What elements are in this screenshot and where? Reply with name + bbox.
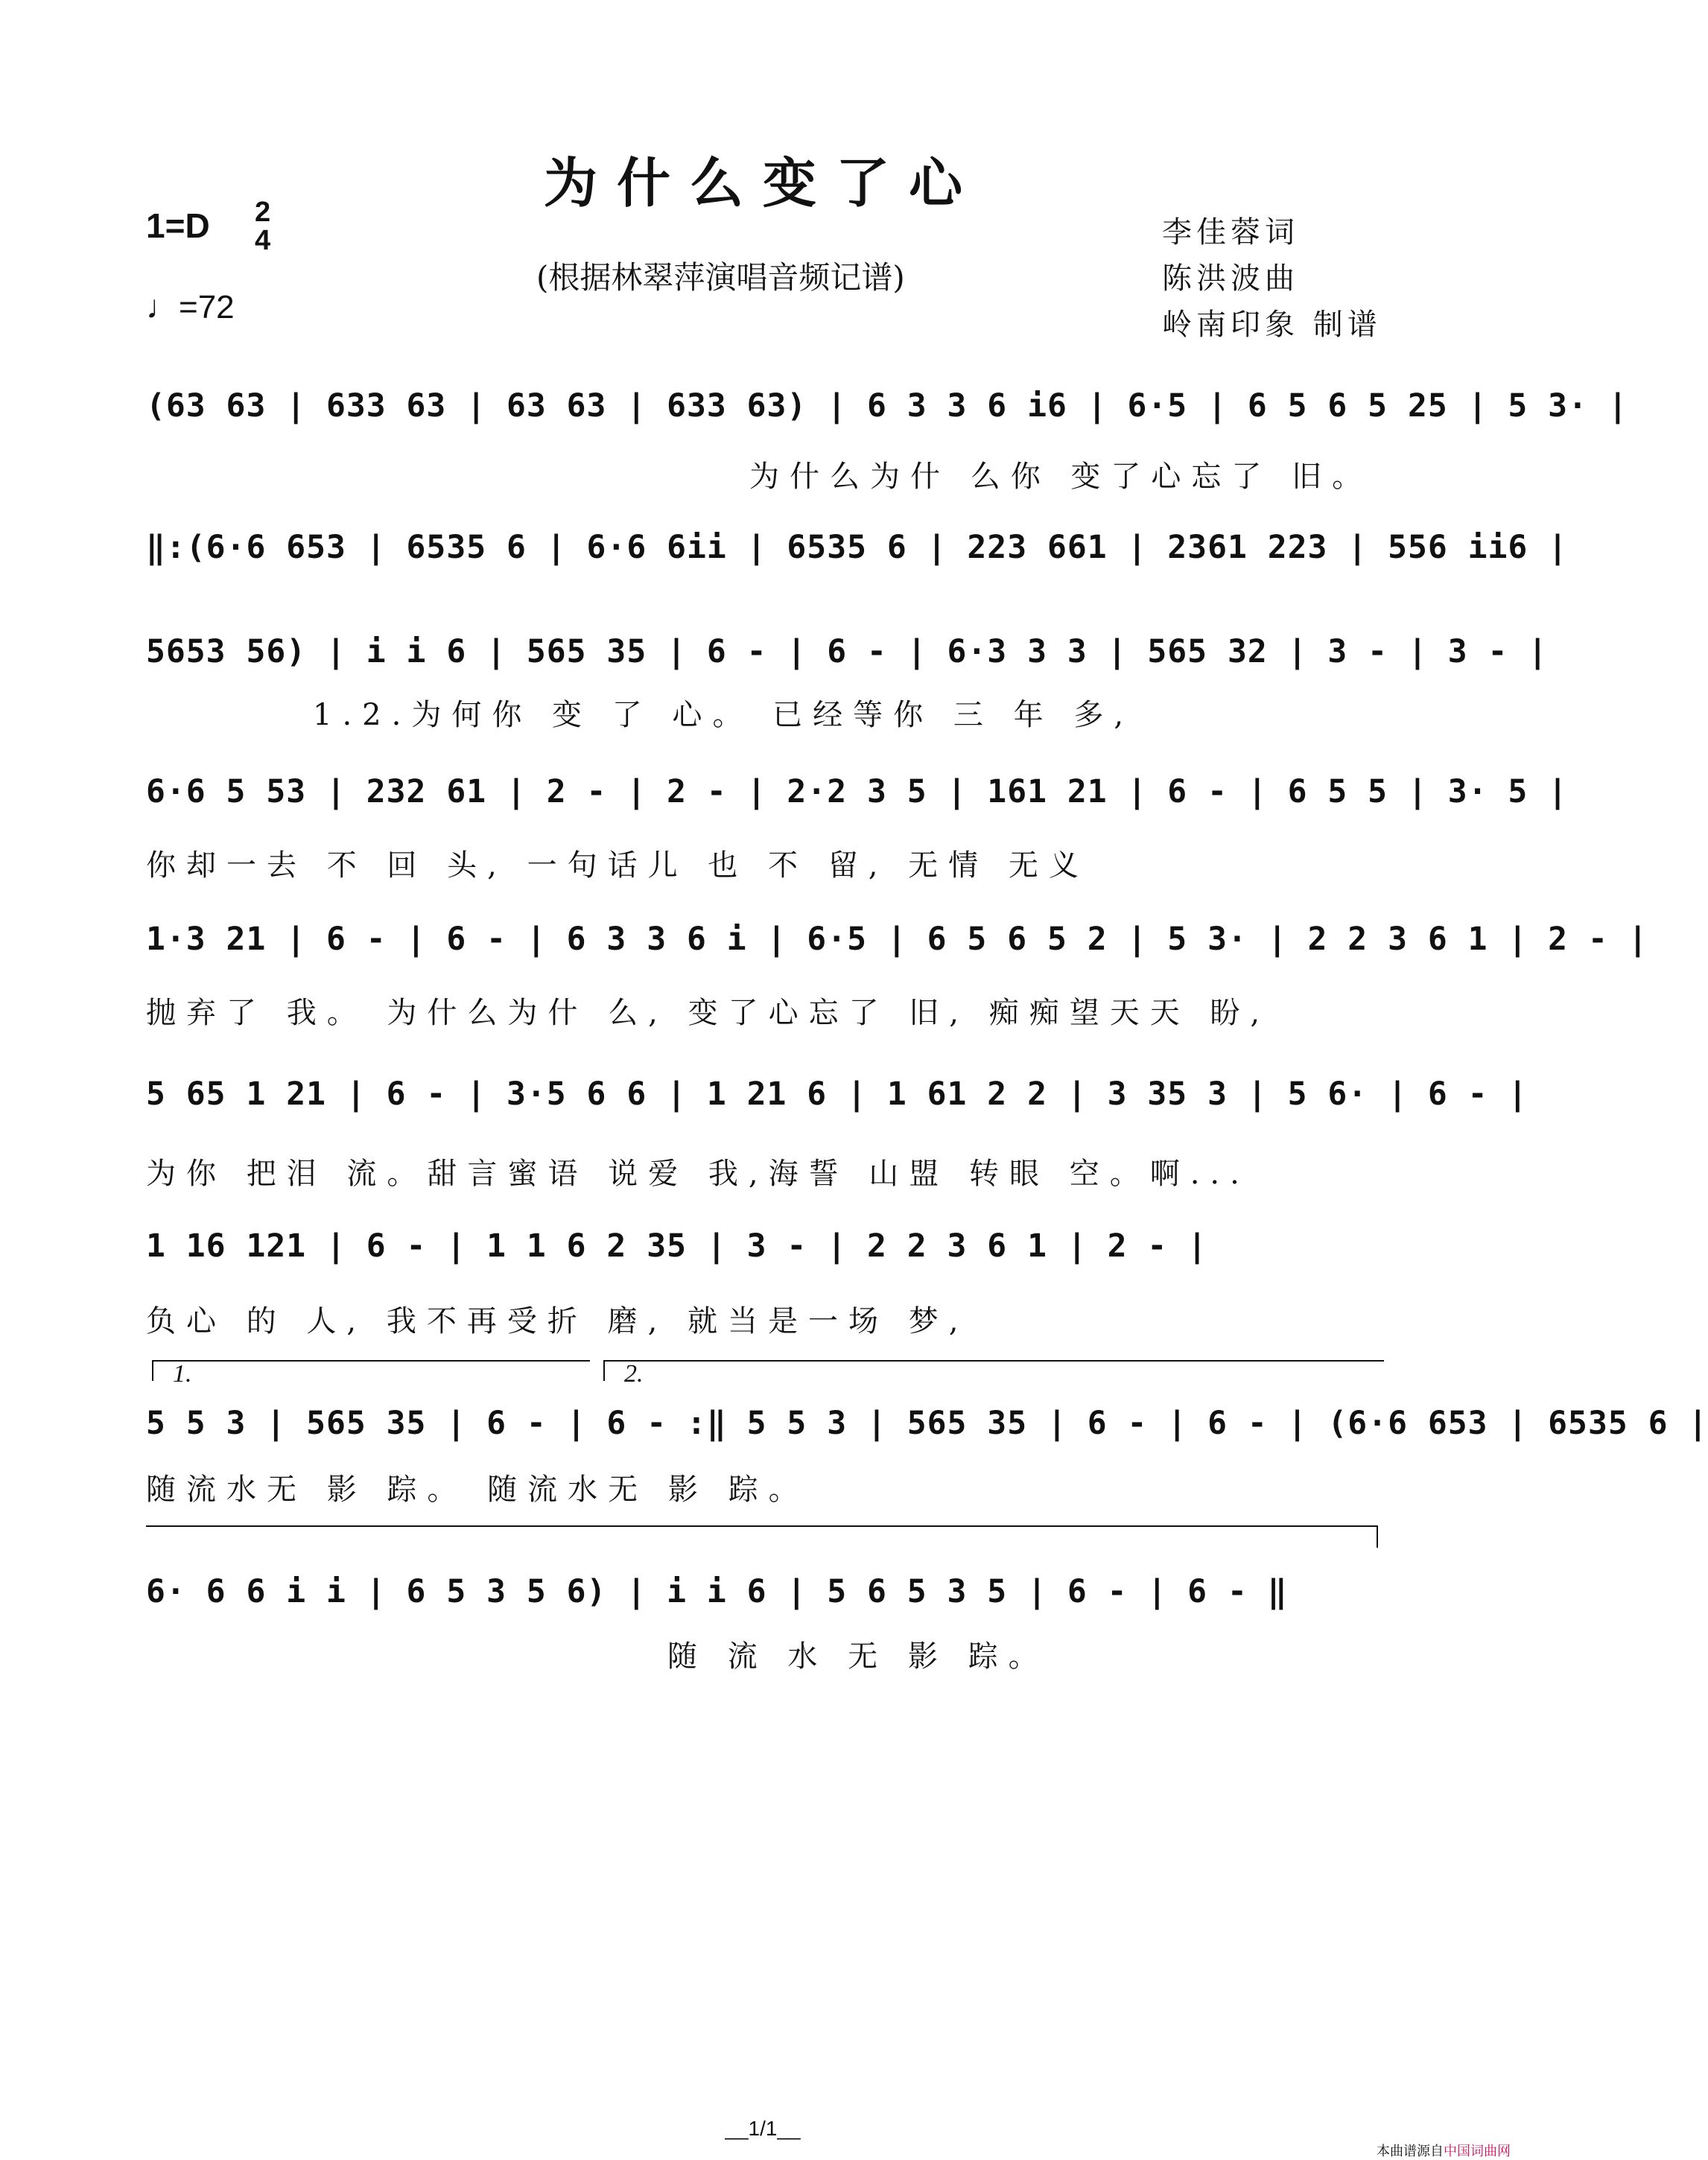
page-number: __1/1__ xyxy=(725,2117,801,2140)
second-ending-bracket-left xyxy=(603,1360,605,1381)
key-signature: 1=D xyxy=(146,206,210,245)
subtitle: (根据林翠萍演唱音频记谱) xyxy=(536,259,905,296)
first-ending-bracket-left xyxy=(152,1360,153,1381)
score-row-3-lyrics: 1.2.为何你 变 了 心。 已经等你 三 年 多, xyxy=(313,698,1134,732)
score-row-5-lyrics: 抛弃了 我。 为什么为什 么, 变了心忘了 旧, 痴痴望天天 盼, xyxy=(146,996,1271,1030)
second-ending-bracket xyxy=(603,1360,1384,1362)
continuation-bracket-right xyxy=(1377,1525,1378,1548)
score-row-9-lyrics: 随 流 水 无 影 踪。 xyxy=(667,1639,1049,1674)
composer-credit: 陈洪波曲 xyxy=(1162,261,1299,296)
tempo-marking: ♩=72 xyxy=(146,289,235,325)
score-row-8-notes: 5 5 3 | 565 35 | 6 - | 6 - :‖ 5 5 3 | 565 35 | 6 - | 6 - | (6·6 653 | 6535 6 | xyxy=(146,1405,1708,1442)
source-label: 本曲谱源自 xyxy=(1377,2144,1444,2159)
first-ending-label: 1. xyxy=(173,1360,192,1388)
lyricist-credit: 李佳蓉词 xyxy=(1162,215,1299,250)
time-signature-bottom: 4 xyxy=(255,225,271,256)
score-row-5-notes: 1·3 21 | 6 - | 6 - | 6 3 3 6 i | 6·5 | 6 5 6 5 2 | 5 3· | 2 2 3 6 1 | 2 - | xyxy=(146,921,1648,958)
time-signature xyxy=(255,198,270,255)
score-row-1-lyrics: 为什么为什 么你 变了心忘了 旧。 xyxy=(749,460,1373,494)
score-row-1-notes: (63 63 | 633 63 | 63 63 | 633 63) | 6 3 3 6 i6 | 6·5 | 6 5 6 5 25 | 5 3· | xyxy=(146,387,1628,425)
score-row-6-notes: 5 65 1 21 | 6 - | 3·5 6 6 | 1 21 6 | 1 61 2 2 | 3 35 3 | 5 6· | 6 - | xyxy=(146,1076,1528,1113)
time-signature-top: 2 xyxy=(255,197,271,228)
page-title: 为什么变了心 xyxy=(543,151,982,215)
score-row-4-notes: 6·6 5 53 | 232 61 | 2 - | 2 - | 2·2 3 5 | 161 21 | 6 - | 6 5 5 | 3· 5 | xyxy=(146,773,1569,810)
score-row-7-lyrics: 负心 的 人, 我不再受折 磨, 就当是一场 梦, xyxy=(146,1304,969,1338)
second-ending-label: 2. xyxy=(624,1360,644,1388)
first-ending-bracket xyxy=(152,1360,590,1362)
score-row-6-lyrics: 为你 把泪 流。甜言蜜语 说爱 我,海誓 山盟 转眼 空。啊... xyxy=(146,1157,1250,1191)
score-row-4-lyrics: 你却一去 不 回 头, 一句话儿 也 不 留, 无情 无义 xyxy=(146,848,1089,883)
score-row-8-lyrics: 随流水无 影 踪。 随流水无 影 踪。 xyxy=(146,1473,809,1507)
score-row-3-notes: 5653 56) | i i 6 | 565 35 | 6 - | 6 - | 6·3 3 3 | 565 32 | 3 - | 3 - | xyxy=(146,633,1549,670)
score-row-9-notes: 6· 6 6 i i | 6 5 3 5 6) | i i 6 | 5 6 5 3 5 | 6 - | 6 - ‖ xyxy=(146,1573,1288,1610)
source-site: 中国词曲网 xyxy=(1444,2144,1511,2159)
continuation-bracket xyxy=(146,1525,1378,1527)
transcriber-credit: 岭南印象 制谱 xyxy=(1162,308,1382,342)
score-row-7-notes: 1 16 121 | 6 - | 1 1 6 2 35 | 3 - | 2 2 3 6 1 | 2 - | xyxy=(146,1227,1208,1265)
score-row-2-notes: ‖:(6·6 653 | 6535 6 | 6·6 6ii | 6535 6 | 223 661 | 2361 223 | 556 ii6 | xyxy=(146,529,1569,566)
